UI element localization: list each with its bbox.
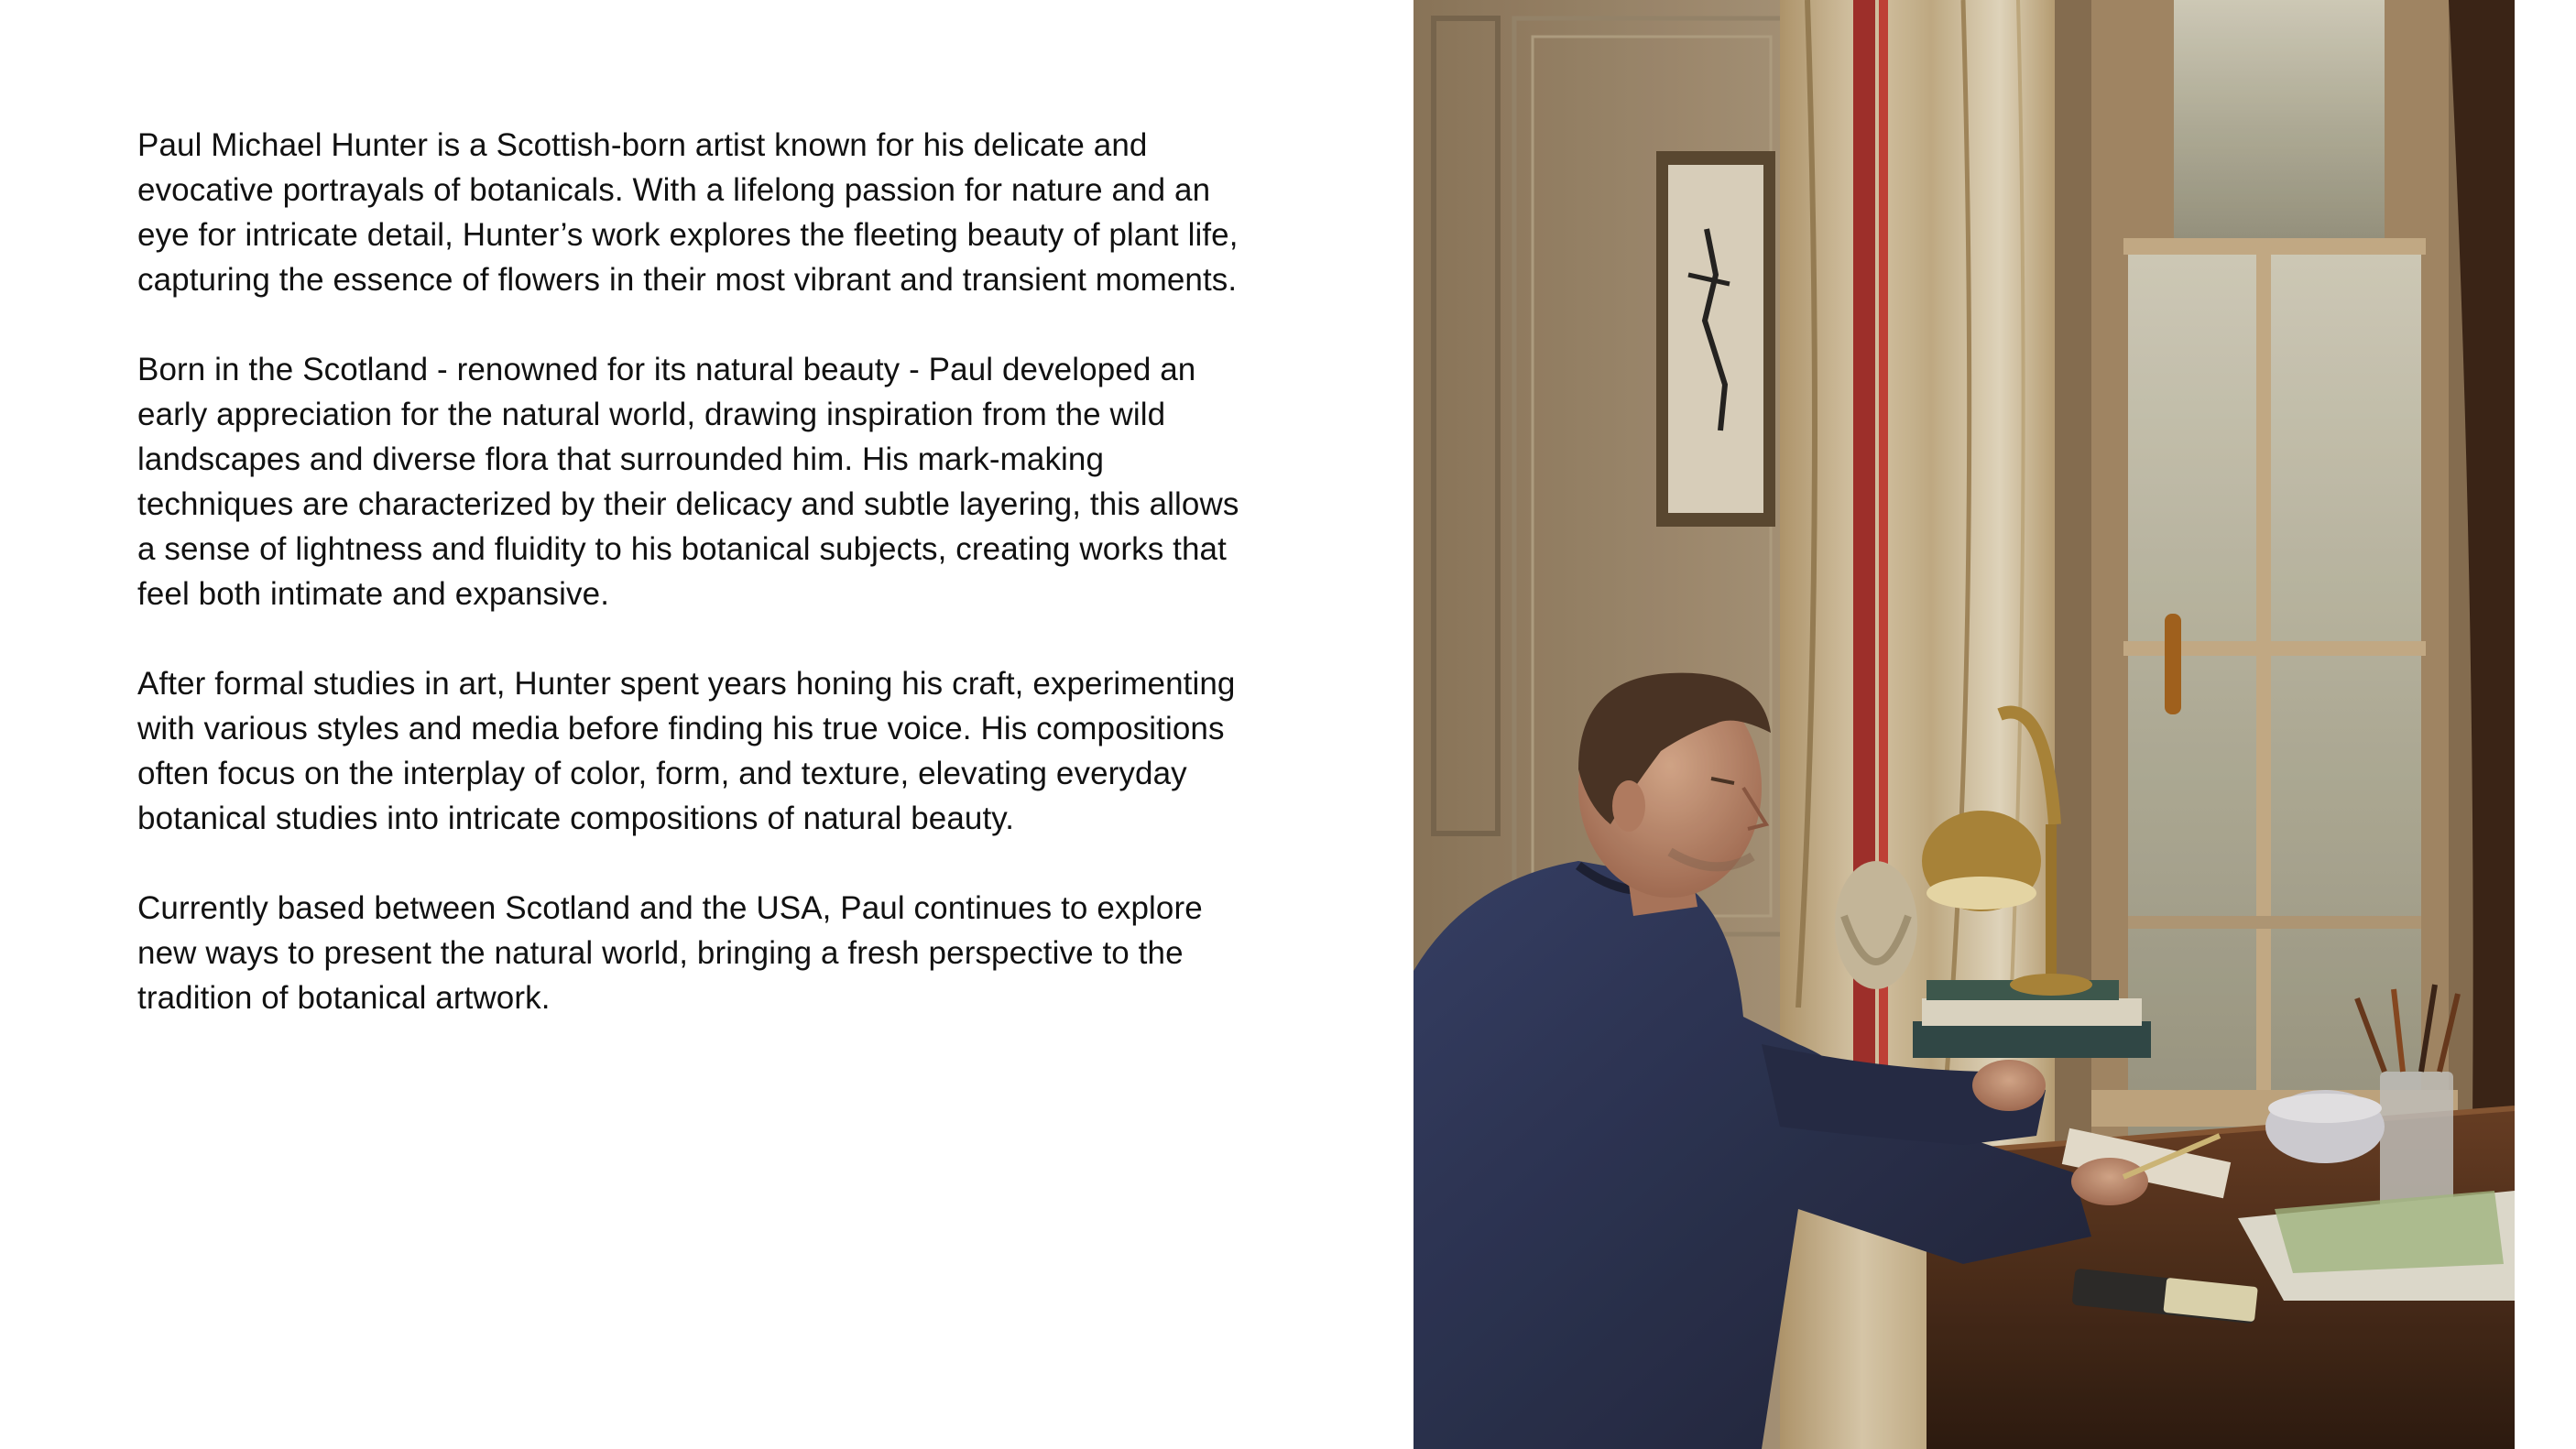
bio-paragraph-3: After formal studies in art, Hunter spent years honing his craft, experimenting with various styles and media before finding his true voice. His compositions often focus on the interplay of color, form, and texture, elevating everyday botanical studies into intricate compositions of natural beauty. xyxy=(137,666,1236,836)
photo-illustration xyxy=(1414,0,2515,1449)
artist-bio xyxy=(137,123,1246,1020)
bio-paragraph-1: Paul Michael Hunter is a Scottish-born artist known for his delicate and evocative portrayals of botanicals. With a lifelong passion for nature and an eye for intricate detail, Hunter’s work explores the fleeting beauty of plant life, capturing the essence of flowers in their most vibrant and transient moments. xyxy=(137,127,1239,298)
artist-at-desk-photo xyxy=(1414,0,2515,1449)
bio-paragraph-2: Born in the Scotland - renowned for its natural beauty - Paul developed an early appreciation for the natural world, drawing inspiration from the wild landscapes and diverse flora that surrounded him. His mark-making techniques are characterized by their delicacy and subtle layering, this allows a sense of lightness and fluidity to his botanical subjects, creating works that feel both intimate and expansive. xyxy=(137,352,1239,612)
bio-paragraph-4: Currently based between Scotland and the USA, Paul continues to explore new ways to present the natural world, bringing a fresh perspective to the tradition of botanical artwork. xyxy=(137,890,1203,1016)
